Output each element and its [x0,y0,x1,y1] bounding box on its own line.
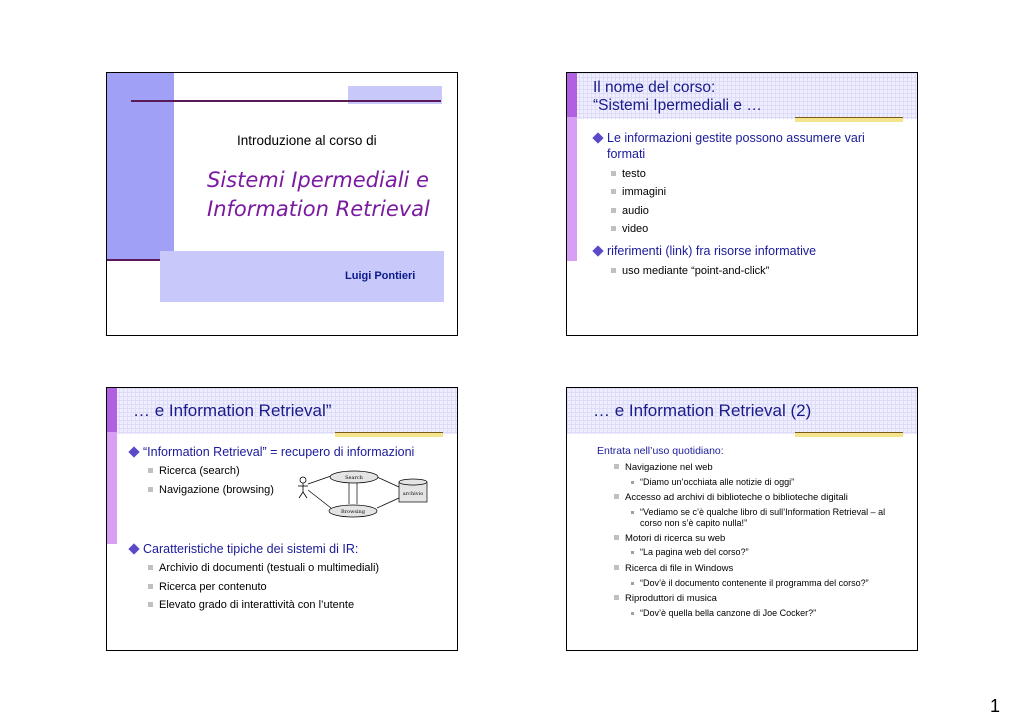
list-item-text: Elevato grado di interattività con l’utente [159,599,355,611]
slide-title: … e Information Retrieval (2) [593,401,812,420]
list-item-text: Motori di ricerca su web [625,533,726,544]
list-item-text: testo [622,168,646,180]
decorative-left-stripe-top [567,73,577,117]
list-item [159,561,379,575]
list-item-text: Accesso ad archivi di biblioteche o biblioteche digitali [625,492,848,503]
archive-label: archivio [402,491,424,497]
square-bullet-icon [148,584,153,589]
bullet-ir-definition [143,444,453,460]
bullet-ir-characteristics [143,541,453,557]
decorative-accent-yellow [795,118,903,122]
page-number: 1 [990,696,1001,716]
list-item-text: audio [622,205,649,217]
small-bullet-icon [631,551,634,554]
user-figure-icon [298,477,308,498]
course-title-line-1: Sistemi Ipermediali e [207,168,429,192]
list-item [622,222,648,236]
slide-title: … e Information Retrieval” [133,401,332,420]
example-item [640,477,794,488]
square-bullet-icon [611,208,616,213]
list-item [625,562,733,576]
square-bullet-icon [614,535,619,540]
decorative-accent-yellow [335,433,443,437]
square-bullet-icon [614,494,619,499]
square-bullet-icon [614,565,619,570]
diamond-bullet-icon [128,543,139,554]
list-item-text: Archivio di documenti (testuali o multimediali) [159,562,380,574]
bullet-text: riferimenti (link) fra risorse informative [607,244,817,258]
square-bullet-icon [148,565,153,570]
square-bullet-icon [611,226,616,231]
list-item-text: video [622,223,649,235]
list-item [159,598,354,612]
list-item-text: Ricerca di file in Windows [625,563,734,574]
bullet-text: Caratteristiche tipiche dei sistemi di IR: [143,542,359,556]
slide-4 [566,387,918,651]
decorative-left-stripe-top [107,388,117,432]
example-item [640,608,816,619]
example-item [640,507,885,529]
square-bullet-icon [611,171,616,176]
list-item [625,491,848,505]
bullet-text-line-1: Le informazioni gestite possono assumere vari [607,131,865,145]
diamond-bullet-icon [128,446,139,457]
decorative-accent-yellow [795,433,903,437]
list-item-text: Ricerca (search) [159,465,240,477]
bullet-text-line-2: formati [607,147,646,161]
bullet-links [607,243,907,259]
square-bullet-icon [614,464,619,469]
decorative-top-line [131,100,441,102]
list-item [625,532,725,546]
browsing-node-label: Browsing [341,509,365,515]
list-item [159,483,274,497]
search-browsing-diagram [293,470,429,526]
square-bullet-icon [611,268,616,273]
list-item [622,185,666,199]
slide-1-title [106,72,458,336]
list-item-text: immagini [622,186,667,198]
list-item-text: Navigazione (browsing) [159,484,274,496]
list-item-text: Riproduttori di musica [625,593,717,604]
list-item [622,167,646,181]
list-item [625,592,717,606]
bullet-formats [607,130,907,162]
list-item [622,204,649,218]
small-bullet-icon [631,612,634,615]
small-bullet-icon [631,481,634,484]
square-bullet-icon [148,602,153,607]
slide-title [593,79,762,115]
list-item [159,464,240,478]
example-text: “Dov’è il documento contenente il programma del corso?” [640,578,869,588]
small-bullet-icon [631,582,634,585]
list-item [622,264,769,278]
list-item-text: Navigazione nel web [625,462,713,473]
small-bullet-icon [631,511,634,514]
lead-text: Entrata nell’uso quotidiano: [597,445,724,457]
author-name: Luigi Pontieri [345,270,416,282]
square-bullet-icon [148,487,153,492]
list-item-text: Ricerca per contenuto [159,581,267,593]
square-bullet-icon [611,189,616,194]
example-text-line-2: corso non s’è capito nulla!” [640,518,748,528]
slide-title-line-1: Il nome del corso: [593,79,716,96]
example-text-line-1: “Vediamo se c’è qualche libro di sull’Information Retrieval – al [640,507,886,517]
search-node-label: Search [345,475,363,481]
list-item [625,461,713,475]
slide-title-line-2: “Sistemi Ipermediali e … [593,97,762,114]
diamond-bullet-icon [592,132,603,143]
slide-3 [106,387,458,651]
list-item-text: uso mediante “point-and-click” [622,265,770,277]
list-item [159,580,267,594]
course-title-line-2: Information Retrieval [207,197,430,221]
bullet-text: “Information Retrieval” = recupero di informazioni [143,445,415,459]
example-text: “La pagina web del corso?” [640,547,749,557]
course-title [207,166,430,224]
slide-2 [566,72,918,336]
course-intro: Introduzione al corso di [237,133,377,148]
example-item [640,578,869,589]
example-item [640,547,749,558]
example-text: “Diamo un’occhiata alle notizie di oggi” [640,477,795,487]
square-bullet-icon [148,468,153,473]
square-bullet-icon [614,595,619,600]
diamond-bullet-icon [592,245,603,256]
example-text: “Dov’è quella bella canzone di Joe Cocker?” [640,608,817,618]
